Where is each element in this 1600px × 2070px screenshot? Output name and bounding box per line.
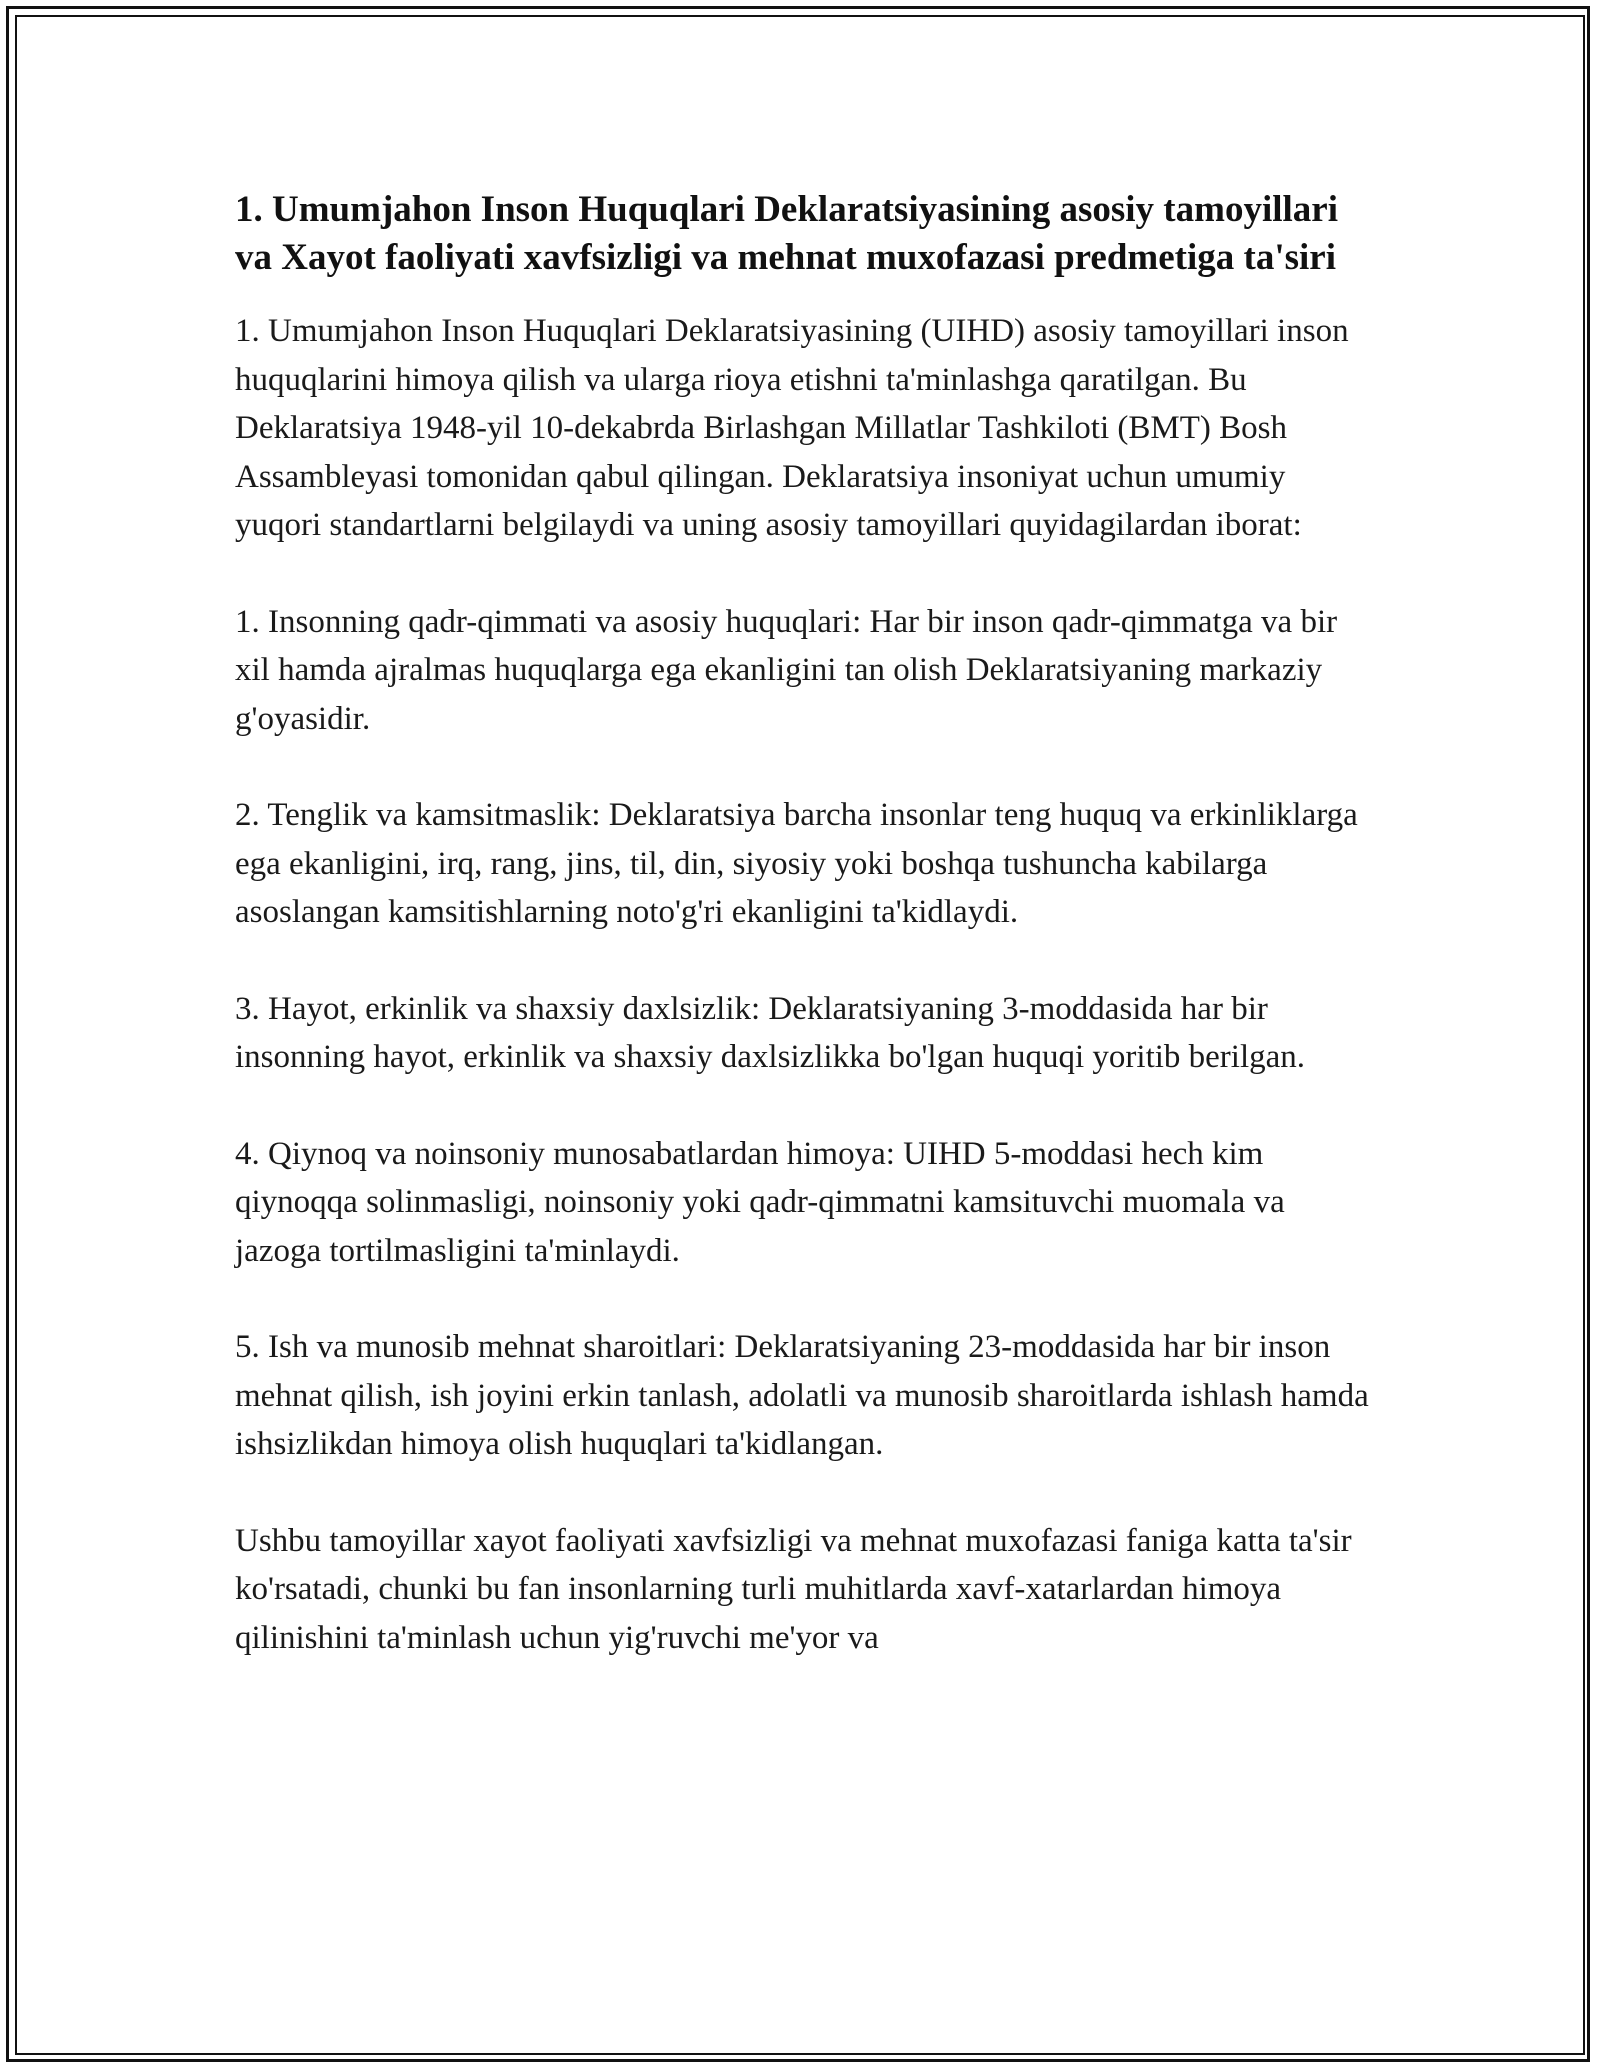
paragraph-conclusion: Ushbu tamoyillar xayot faoliyati xavfsizligi va mehnat muxofazasi faniga katta ta'sir ko'rsatadi, chunki bu fan insonlarning turli muhitlarda xavf-xatarlardan himoya qilinishini ta'minlash uchun yig'ruvchi me'yor va bbox=[235, 1522, 1352, 1656]
paragraph-principle-2: 2. Tenglik va kamsitmaslik: Deklaratsiya barcha insonlar teng huquq va erkinliklarga ega ekanligini, irq, rang, jins, til, din, siyosiy yoki boshqa tushuncha kabilarga asoslangan kamsitishlarning noto'g'ri ekanligini ta'kidlaydi. bbox=[235, 797, 1358, 930]
paragraph-intro: 1. Umumjahon Inson Huquqlari Deklaratsiyasining (UIHD) asosiy tamoyillari inson huquqlarini himoya qilish va ularga rioya etishni ta'minlashga qaratilgan. Bu Deklaratsiya 1948-yil 10-dekabrda Birlashgan Millatlar Tashkiloti (BMT) Bosh Assambleyasi tomonidan qabul qilingan. Deklaratsiya insoniyat uchun umumiy yuqori standartlarni belgilaydi va uning asosiy tamoyillari quyidagilardan iborat: bbox=[235, 313, 1349, 543]
paragraph-principle-3: 3. Hayot, erkinlik va shaxsiy daxlsizlik: Deklaratsiyaning 3-moddasida har bir insonning hayot, erkinlik va shaxsiy daxlsizlikka bo'lgan huquqi yoritib berilgan. bbox=[235, 990, 1306, 1075]
document-body bbox=[235, 186, 1375, 1662]
paragraph-principle-5: 5. Ish va munosib mehnat sharoitlari: Deklaratsiyaning 23-moddasida har bir inson mehnat qilish, ish joyini erkin tanlash, adolatli va munosib sharoitlarda ishlash hamda ishsizlikdan himoya olish huquqlari ta'kidlangan. bbox=[235, 1329, 1369, 1462]
paragraph-principle-1: 1. Insonning qadr-qimmati va asosiy huquqlari: Har bir inson qadr-qimmatga va bir xil hamda ajralmas huquqlarga ega ekanligini tan olish Deklaratsiyaning markaziy g'oyasidir. bbox=[235, 603, 1338, 737]
paragraph-principle-4: 4. Qiynoq va noinsoniy munosabatlardan himoya: UIHD 5-moddasi hech kim qiynoqqa solinmasligi, noinsoniy yoki qadr-qimmatni kamsituvchi muomala va jazoga tortilmasligini ta'minlaydi. bbox=[235, 1135, 1285, 1269]
document-title: 1. Umumjahon Inson Huquqlari Deklaratsiyasining asosiy tamoyillari va Xayot faoliyati xavfsizligi va mehnat muxofazasi predmetiga ta'siri bbox=[235, 189, 1338, 278]
